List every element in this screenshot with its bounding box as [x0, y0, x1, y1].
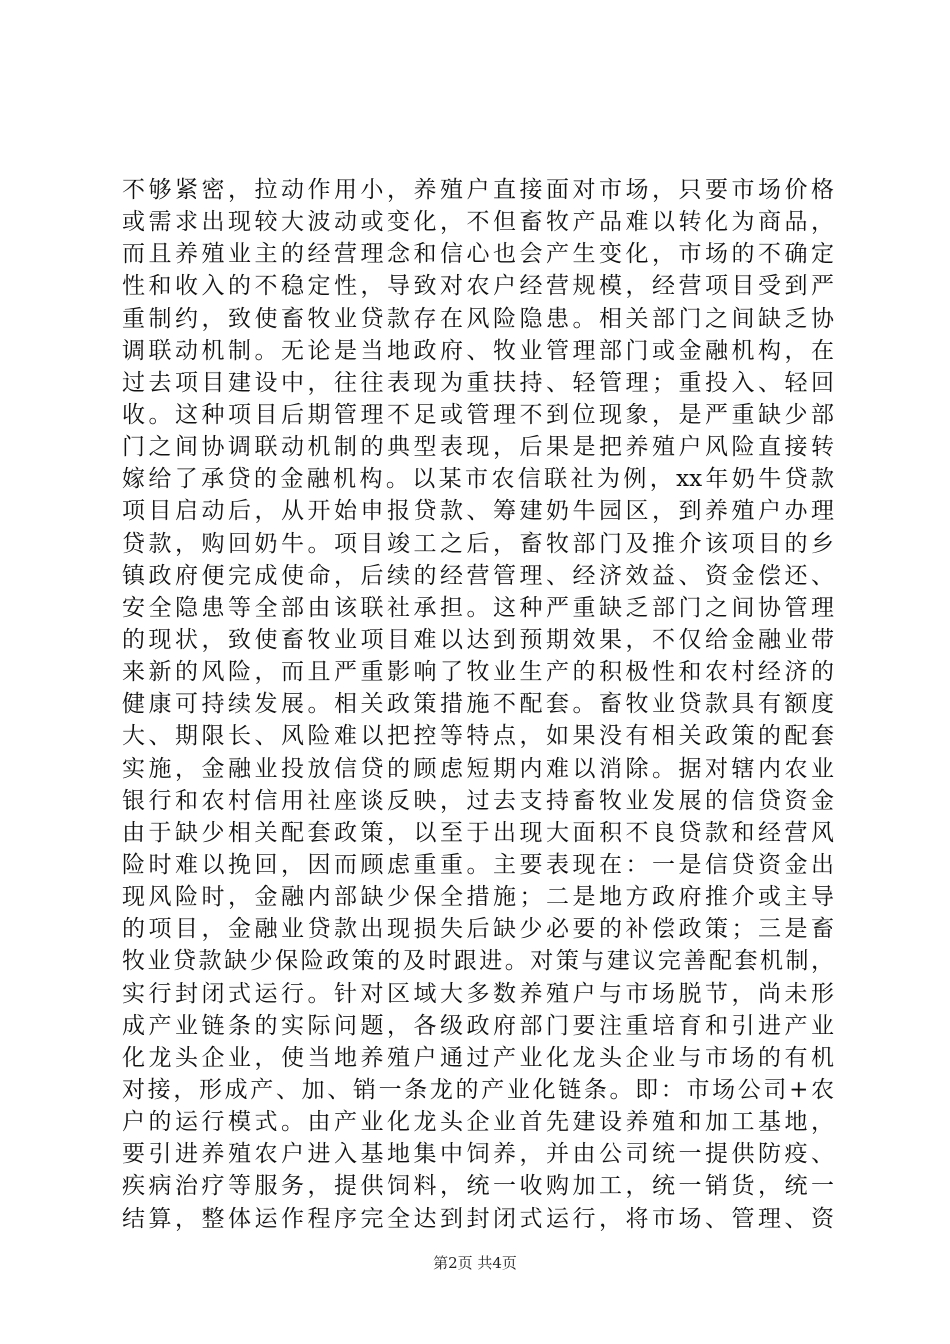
text-line: 门之间协调联动机制的典型表现，后果是把养殖户风险直接转	[122, 434, 834, 461]
text-line: 或需求出现较大波动或变化，不但畜牧产品难以转化为商品，	[122, 209, 834, 236]
text-line: 项目启动后，从开始申报贷款、筹建奶牛园区，到养殖户办理	[122, 498, 834, 525]
text-line: 疾病治疗等服务，提供饲料，统一收购加工，统一销货，统一	[122, 1173, 834, 1200]
text-line: 贷款，购回奶牛。项目竣工之后，畜牧部门及推介该项目的乡	[122, 530, 834, 557]
text-line: 对接，形成产、加、销一条龙的产业化链条。即：市场公司+农	[122, 1076, 834, 1103]
text-line: 牧业贷款缺少保险政策的及时跟进。对策与建议完善配套机制，	[122, 948, 834, 975]
text-line: 实施，金融业投放信贷的顾虑短期内难以消除。据对辖内农业	[122, 755, 834, 782]
text-line: 健康可持续发展。相关政策措施不配套。畜牧业贷款具有额度	[122, 691, 834, 718]
text-line: 重制约，致使畜牧业贷款存在风险隐患。相关部门之间缺乏协	[122, 305, 834, 332]
text-line: 镇政府便完成使命，后续的经营管理、经济效益、资金偿还、	[122, 562, 834, 589]
text-line: 大、期限长、风险难以把控等特点，如果没有相关政策的配套	[122, 723, 834, 750]
text-line: 结算，整体运作程序完全达到封闭式运行，将市场、管理、资	[122, 1205, 834, 1232]
text-line: 化龙头企业，使当地养殖户通过产业化龙头企业与市场的有机	[122, 1044, 834, 1071]
text-line: 性和收入的不稳定性，导致对农户经营规模，经营项目受到严	[122, 273, 834, 300]
text-line: 由于缺少相关配套政策，以至于出现大面积不良贷款和经营风	[122, 819, 834, 846]
text-line: 安全隐患等全部由该联社承担。这种严重缺乏部门之间协管理	[122, 594, 834, 621]
text-line: 银行和农村信用社座谈反映，过去支持畜牧业发展的信贷资金	[122, 787, 834, 814]
text-line: 不够紧密，拉动作用小，养殖户直接面对市场，只要市场价格	[122, 177, 834, 203]
text-line: 的现状，致使畜牧业项目难以达到预期效果，不仅给金融业带	[122, 626, 834, 653]
text-line: 调联动机制。无论是当地政府、牧业管理部门或金融机构，在	[122, 337, 834, 364]
page-footer: 第2页 共4页	[433, 1254, 517, 1272]
text-line: 嫁给了承贷的金融机构。以某市农信联社为例，xx年奶牛贷款	[122, 466, 834, 493]
text-line: 而且养殖业主的经营理念和信心也会产生变化，市场的不确定	[122, 241, 834, 268]
text-line: 要引进养殖农户进入基地集中饲养，并由公司统一提供防疫、	[122, 1141, 834, 1168]
text-line: 来新的风险，而且严重影响了牧业生产的积极性和农村经济的	[122, 659, 834, 686]
text-line: 现风险时，金融内部缺少保全措施；二是地方政府推介或主导	[122, 884, 834, 911]
text-line: 险时难以挽回，因而顾虑重重。主要表现在：一是信贷资金出	[122, 851, 834, 878]
text-line: 户的运行模式。由产业化龙头企业首先建设养殖和加工基地，	[122, 1109, 834, 1136]
body-text	[122, 174, 834, 1235]
text-line: 的项目，金融业贷款出现损失后缺少必要的补偿政策；三是畜	[122, 916, 834, 943]
text-line: 过去项目建设中，往往表现为重扶持、轻管理；重投入、轻回	[122, 369, 834, 396]
text-line: 实行封闭式运行。针对区域大多数养殖户与市场脱节，尚未形	[122, 980, 834, 1007]
text-line: 成产业链条的实际问题，各级政府部门要注重培育和引进产业	[122, 1012, 834, 1039]
text-line: 收。这种项目后期管理不足或管理不到位现象，是严重缺少部	[122, 401, 834, 428]
